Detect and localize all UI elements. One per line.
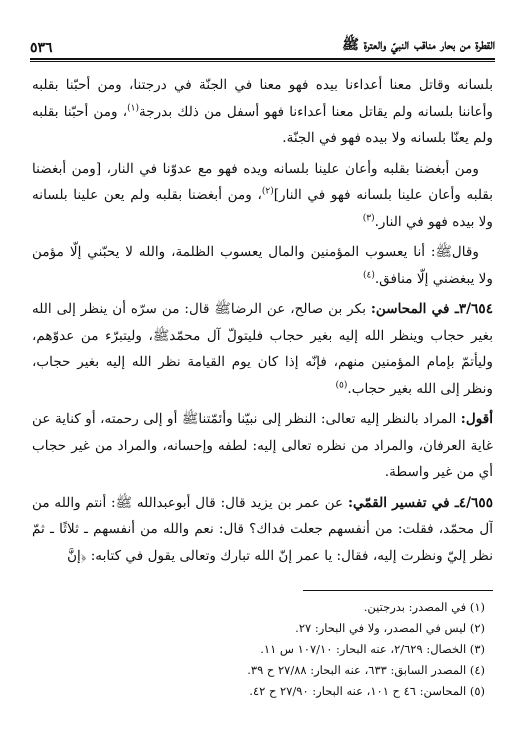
paragraph-1: بلسانه وقاتل معنا أعداءنا بيده فهو معنا في الجنّة في درجتنا، ومن أحبّنا بقلبه وأعاننا بلسانه ولم يقاتل معنا أعداءنا فهو أسفل من ذلك بدرجة$^{(١)}$، ومن أحبّنا بقلبه ولم يعنّا بلسانه ولا بيده فهو في الجنّة. xyxy=(32,77,493,146)
footnote-rule xyxy=(303,590,493,591)
hadith-source: ـ في تفسير القمّي: xyxy=(347,494,459,511)
page-number: ٥٣٦ xyxy=(30,40,53,56)
footnote-1: (١) في المصدر: بدرجتين. xyxy=(363,600,485,614)
running-title: القطرة من بحار مناقب النبيّ والعترة ﷺ xyxy=(342,37,495,53)
hadith-text: عن عمر بن يزيد قال: قال أبوعبدالله ﷺ: أنتم والله من آل محمّد، فقلت: من أنفسهم جعلت فداك؟ قال: نعم والله من أنفسهم ـ ثلاثًا ـ ثمّ نظر إليّ ونظرت إليه، فقال: يا عمر إنّ الله تبارك وتعالى يقول في كتابه: ﴿إنَّ xyxy=(32,494,493,564)
hadith-number: ٣/٦٥٤ xyxy=(458,301,493,317)
footnote-ref-3: (٣) xyxy=(362,212,375,223)
main-text xyxy=(32,72,493,572)
running-header xyxy=(30,30,495,56)
footnote-4: (٤) المصدر السابق: ٦٣٣، عنه البحار: ٢٧/٨٨ ح ٣٩. xyxy=(247,663,485,677)
header-rule xyxy=(30,58,495,60)
paragraph-2: ومن أبغضنا بقلبه وأعان علينا بلسانه ويده فهو مع عدوّنا في النار، [ومن أبغضنا بقلبه وأعان علينا بلسانه فهو في النار]$^{(٢)}$، ومن أبغضنا بقلبه ولم يعن علينا بلسانه ولا بيده فهو في النار.$^{(٣)}$ xyxy=(32,160,493,230)
footnote-3: (٣) الخصال: ٢/٦٢٩، عنه البحار: ١٠٧/١٠ س ١١. xyxy=(260,642,485,656)
hadith-654 xyxy=(32,296,493,402)
footnote-2: (٢) ليس في المصدر، ولا في البحار: ٢٧. xyxy=(295,621,485,635)
commentary-lead: أقول: xyxy=(460,411,493,427)
footnotes xyxy=(32,597,485,702)
footnote-ref-2: (٢) xyxy=(261,186,274,197)
header-rule-thin xyxy=(30,61,495,62)
hadith-655 xyxy=(32,490,493,570)
footnote-ref-4: (٤) xyxy=(362,269,375,280)
hadith-source: ـ في المحاسن: xyxy=(370,301,459,317)
footnote-ref-1: (١) xyxy=(127,102,139,113)
hadith-text: بكر بن صالح، عن الرضاﷺ قال: من سرّه أن ينظر إلى الله بغير حجاب وينظر الله إليه بغير حجاب فليتولّ آل محمّدﷺ، وليتبرّء من عدوّهم، وليأتمّ بإمام المؤمنين منهم، فإنّه إذا كان يوم القيامة نظر الله إليه بغير حجاب، ونظر إلى الله بغير حجاب. xyxy=(32,301,493,397)
hadith-number: ٤/٦٥٥ xyxy=(458,494,493,511)
commentary xyxy=(32,406,493,486)
paragraph-3: وقالﷺ: أنا يعسوب المؤمنين والمال يعسوب الظلمة، والله لا يحبّني إلّا مؤمن ولا يبغضني إلّا منافق.$^{(٤)}$ xyxy=(32,244,493,287)
footnote-ref-5: (٥) xyxy=(335,379,348,390)
footnote-5: (٥) المحاسن: ٤٦ ح ١٠١، عنه البحار: ٢٧/٩٠ ح ٤٢. xyxy=(249,684,485,698)
commentary-text: المراد بالنظر إليه تعالى: النظر إلى نبيّنا وأئمّتناﷺ أو إلى رحمته، أو كناية عن غاية العرفان، والمراد من نظره تعالى إليه: لطفه وإحسانه، والمراد من غير حجاب أي من غير واسطة. xyxy=(32,411,493,480)
